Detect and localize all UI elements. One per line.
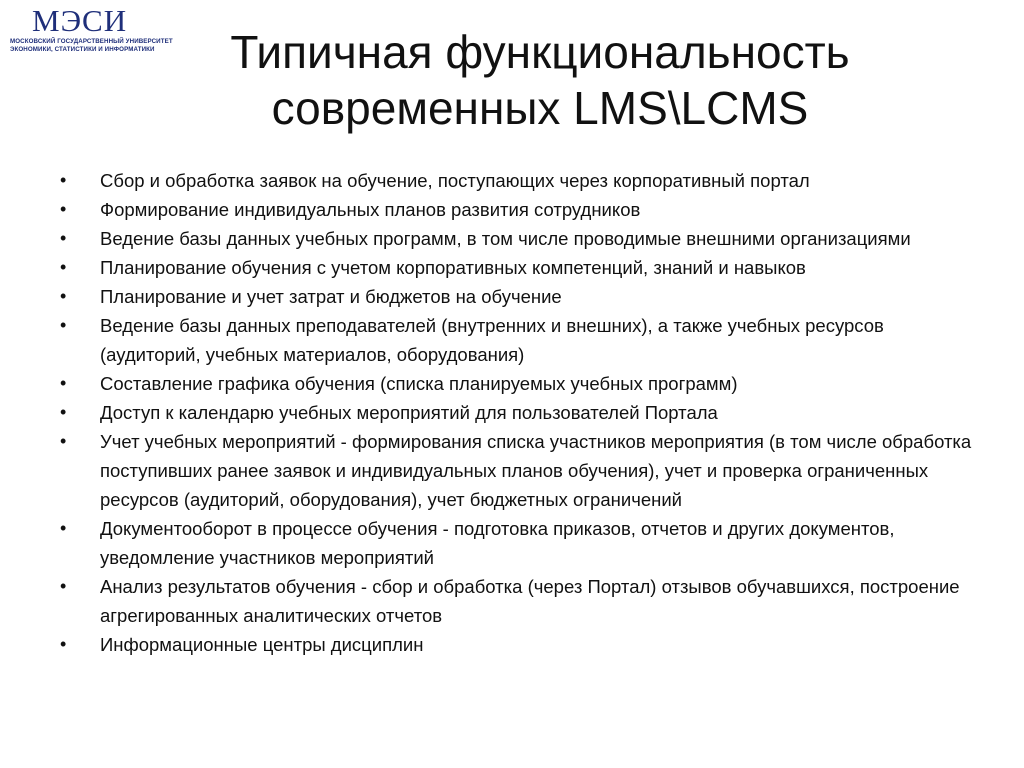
feature-text: Сбор и обработка заявок на обучение, поступающих через корпоративный портал: [100, 170, 810, 191]
bullet-icon: •: [60, 199, 67, 219]
feature-list-item: [60, 282, 980, 311]
feature-text: Ведение базы данных преподавателей (внутренних и внешних), а также учебных ресурсов (аудиторий, учебных материалов, оборудования): [100, 315, 884, 365]
slide-title-line-1: Типичная функциональность: [230, 26, 850, 78]
feature-text: Планирование обучения с учетом корпоративных компетенций, знаний и навыков: [100, 257, 806, 278]
feature-text: Формирование индивидуальных планов развития сотрудников: [100, 199, 641, 220]
feature-list-item: [60, 369, 980, 398]
feature-list-item: [60, 514, 980, 572]
logo-caption-line-1: МОСКОВСКИЙ ГОСУДАРСТВЕННЫЙ УНИВЕРСИТЕТ: [10, 38, 173, 45]
feature-text: Доступ к календарю учебных мероприятий для пользователей Портала: [100, 402, 718, 423]
feature-list-item: [60, 166, 980, 195]
feature-list-item: [60, 311, 980, 369]
bullet-icon: •: [60, 286, 67, 306]
bullet-icon: •: [60, 257, 67, 277]
feature-text: Учет учебных мероприятий - формирования списка участников мероприятия (в том числе обработка поступивших ранее заявок и индивидуальных планов обучения), учет и проверка ограниченных ресурсов (аудиторий, оборудования), учет бюджетных ограничений: [100, 431, 972, 510]
feature-list-item: [60, 572, 980, 630]
bullet-icon: •: [60, 170, 67, 190]
bullet-icon: •: [60, 576, 67, 596]
feature-text: Документооборот в процессе обучения - подготовка приказов, отчетов и других документов, уведомление участников мероприятий: [100, 518, 895, 568]
feature-list-item: [60, 253, 980, 282]
feature-list-item: [60, 427, 980, 514]
bullet-icon: •: [60, 518, 67, 538]
feature-text: Планирование и учет затрат и бюджетов на обучение: [100, 286, 562, 307]
slide-title: [90, 24, 990, 136]
feature-list: [60, 166, 980, 659]
bullet-icon: •: [60, 228, 67, 248]
feature-list-item: [60, 195, 980, 224]
logo-caption-line-2: ЭКОНОМИКИ, СТАТИСТИКИ И ИНФОРМАТИКИ: [10, 46, 155, 53]
feature-list-item: [60, 224, 980, 253]
logo-mark: МЭСИ: [32, 3, 128, 38]
feature-text: Анализ результатов обучения - сбор и обработка (через Портал) отзывов обучавшихся, построение агрегированных аналитических отчетов: [100, 576, 960, 626]
bullet-icon: •: [60, 402, 67, 422]
bullet-icon: •: [60, 373, 67, 393]
slide-title-line-2: современных LMS\LCMS: [271, 82, 809, 134]
bullet-icon: •: [60, 634, 67, 654]
feature-text: Составление графика обучения (списка планируемых учебных программ): [100, 373, 738, 394]
feature-list-item: [60, 398, 980, 427]
feature-text: Информационные центры дисциплин: [100, 634, 424, 655]
feature-text: Ведение базы данных учебных программ, в том числе проводимые внешними организациями: [100, 228, 911, 249]
feature-list-item: [60, 630, 980, 659]
bullet-icon: •: [60, 315, 67, 335]
bullet-icon: •: [60, 431, 67, 451]
